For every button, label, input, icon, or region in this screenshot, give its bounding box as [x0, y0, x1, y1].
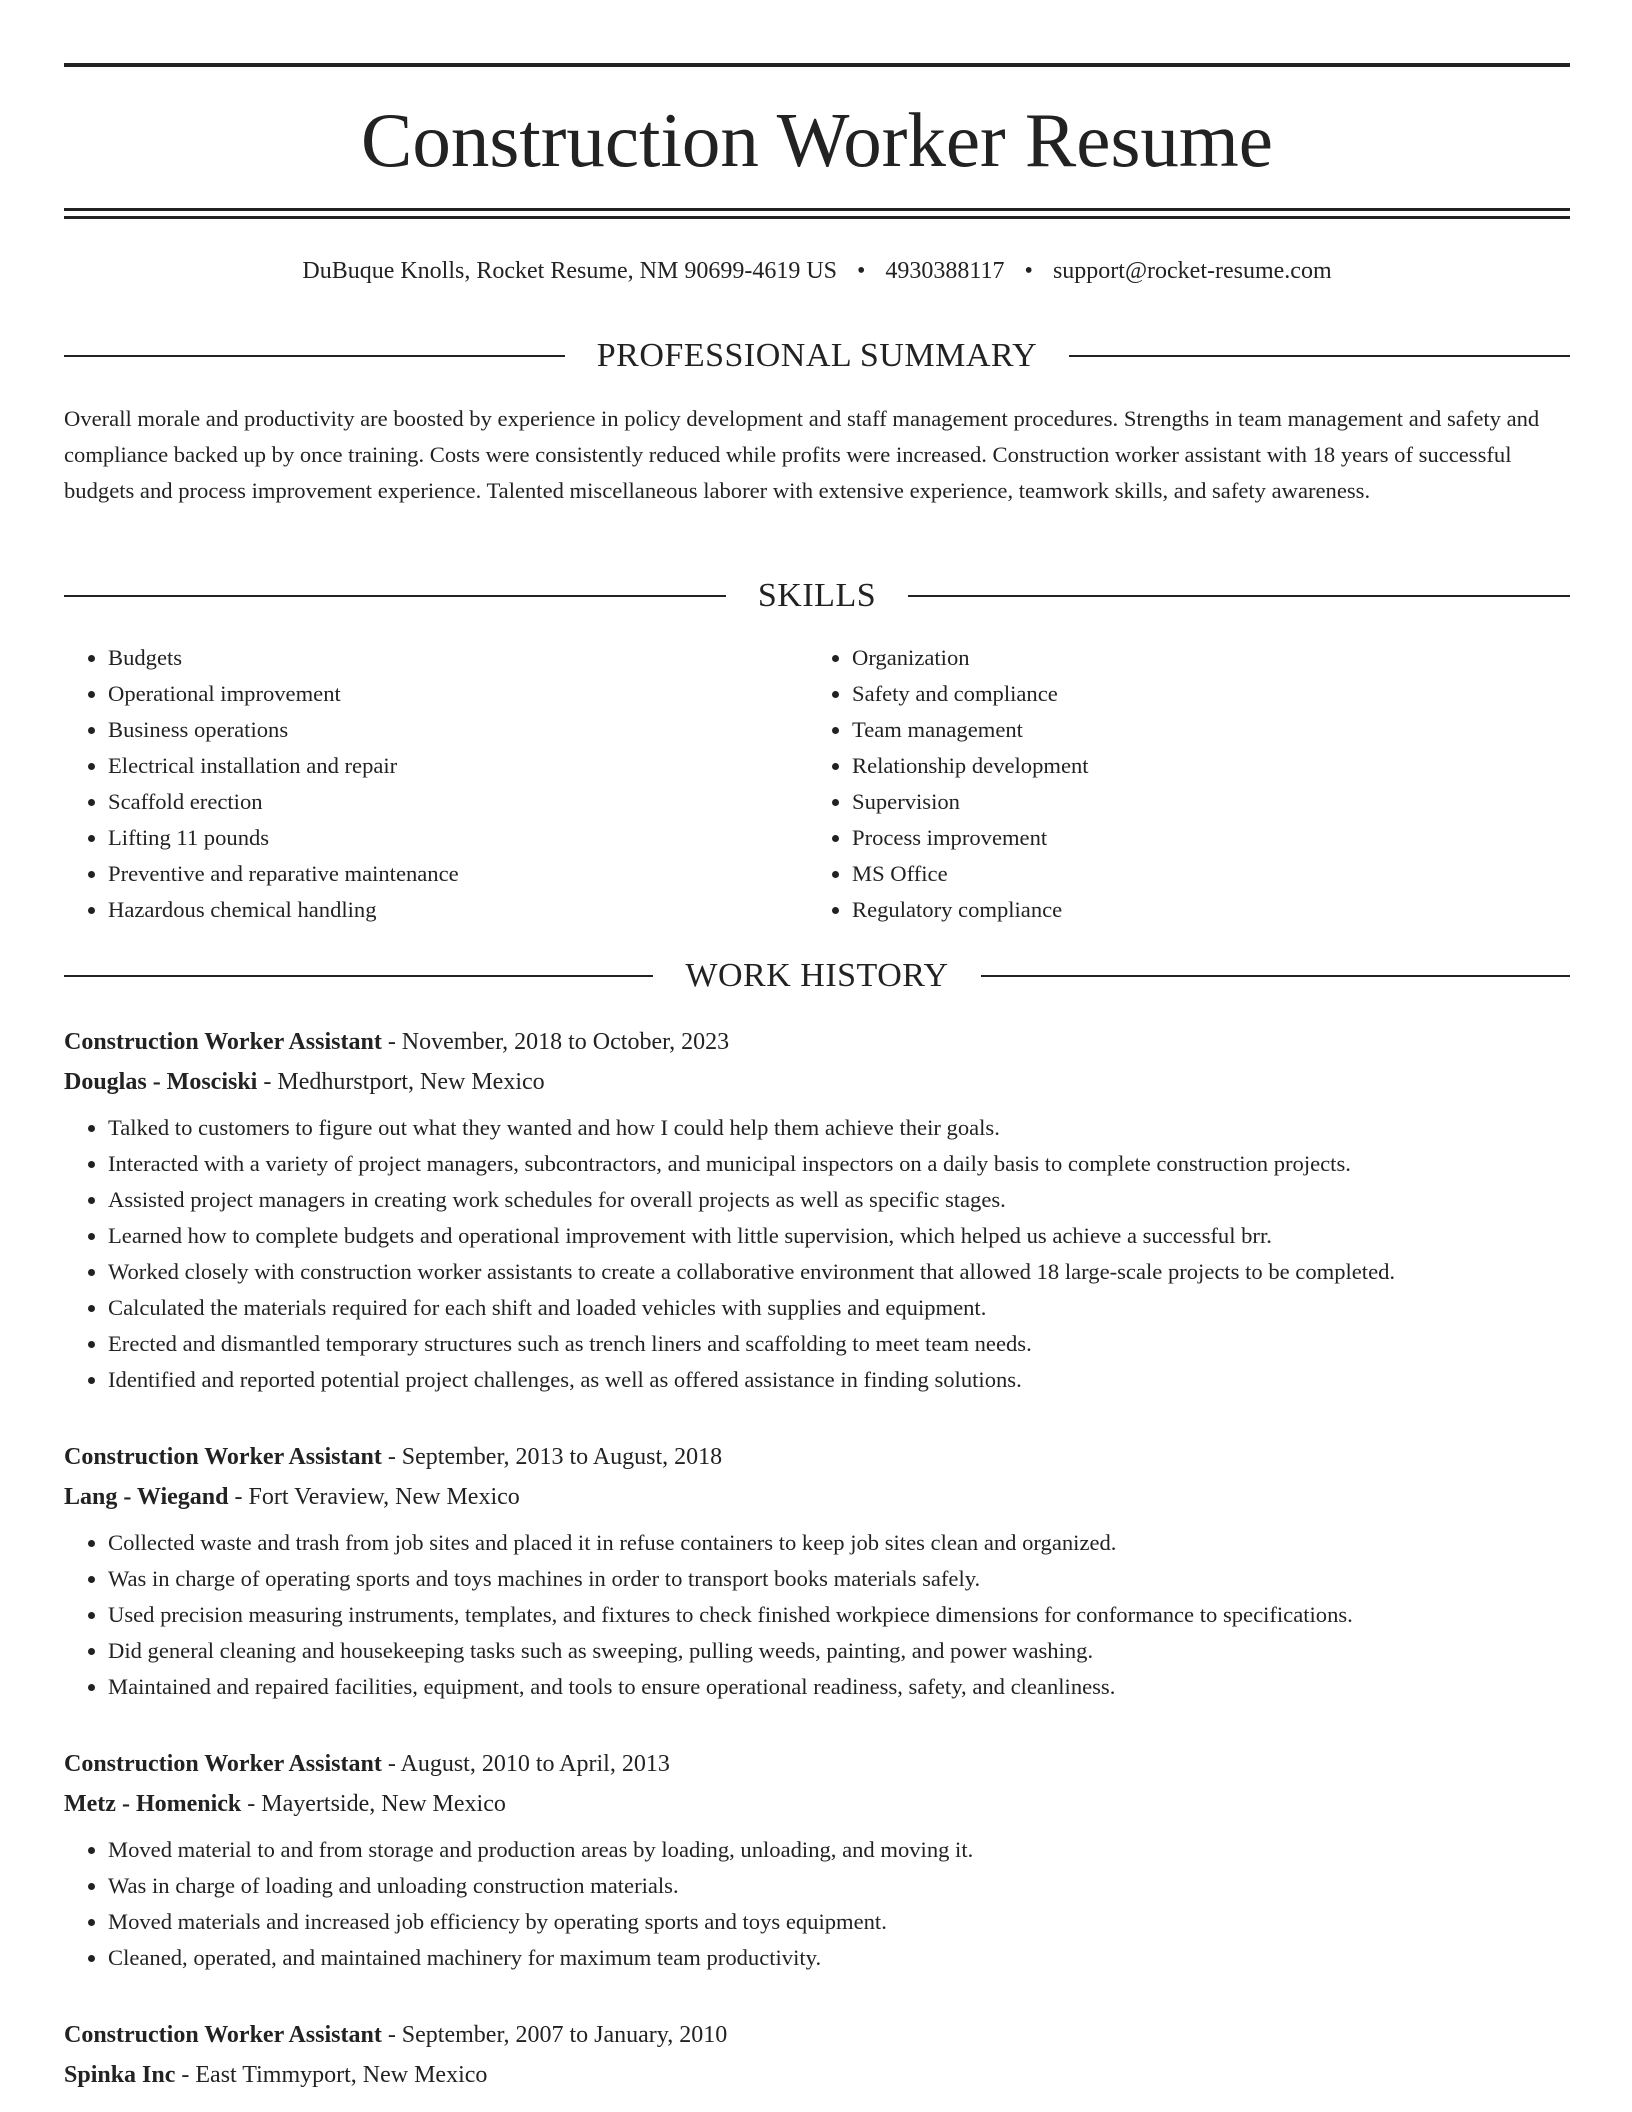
title-underline-2 — [64, 216, 1570, 219]
job-company: Metz - Homenick — [64, 1791, 242, 1817]
skill-item: • Relationship development — [852, 748, 1512, 784]
heading-rule-left — [64, 355, 565, 357]
work-history-heading — [64, 956, 1570, 996]
duty-item: • Was in charge of operating sports and toys machines in order to transport books materials safely. — [108, 1561, 1570, 1597]
heading-rule-right — [1069, 355, 1570, 357]
duty-item: • Calculated the materials required for each shift and loaded vehicles with supplies and equipment. — [108, 1290, 1570, 1326]
job-duties — [64, 1525, 1570, 1705]
skills-heading — [64, 576, 1570, 616]
job-location: - Fort Veraview, New Mexico — [228, 1484, 520, 1510]
job-title: Construction Worker Assistant — [64, 1751, 382, 1777]
job-dates: - August, 2010 to April, 2013 — [381, 1751, 670, 1777]
job-company-line — [64, 1784, 1570, 1824]
duty-item: • Learned how to complete budgets and operational improvement with little supervision, which helped us achieve a successful brr. — [108, 1218, 1570, 1254]
contact-phone: 4930388117 — [885, 258, 1005, 284]
job-title: Construction Worker Assistant — [64, 1029, 382, 1055]
skill-item: • Safety and compliance — [852, 676, 1512, 712]
title-underline-1 — [64, 208, 1570, 211]
duty-item: • Moved materials and increased job efficiency by operating sports and toys equipment. — [108, 1904, 1570, 1940]
job-title-line — [64, 1744, 1570, 1784]
duty-item: • Interacted with a variety of project managers, subcontractors, and municipal inspectors on a daily basis to complete construction projects. — [108, 1146, 1570, 1182]
duty-item: • Cleaned, operated, and maintained machinery for maximum team productivity. — [108, 1940, 1570, 1976]
job-entry — [64, 1022, 1570, 1398]
top-rule — [64, 63, 1570, 67]
job-duties — [64, 1110, 1570, 1398]
duty-item: • Used precision measuring instruments, templates, and fixtures to check finished workpiece dimensions for conformance to specifications. — [108, 1597, 1570, 1633]
job-company-line — [64, 1062, 1570, 1102]
skill-item: • Scaffold erection — [108, 784, 808, 820]
skills-column-left — [64, 640, 808, 928]
skill-item: • Preventive and reparative maintenance — [108, 856, 808, 892]
job-title: Construction Worker Assistant — [64, 1444, 382, 1470]
job-dates: - November, 2018 to October, 2023 — [381, 1029, 730, 1055]
job-title-line — [64, 2015, 1570, 2055]
skill-item: • Hazardous chemical handling — [108, 892, 808, 928]
duty-item: • Did general cleaning and housekeeping tasks such as sweeping, pulling weeds, painting, and power washing. — [108, 1633, 1570, 1669]
heading-rule-left — [64, 975, 653, 977]
skill-item: • Process improvement — [852, 820, 1512, 856]
contact-address: DuBuque Knolls, Rocket Resume, NM 90699-4619 US — [302, 258, 838, 284]
job-entry — [64, 1437, 1570, 1705]
skill-item: • Team management — [852, 712, 1512, 748]
duty-item: • Maintained and repaired facilities, equipment, and tools to ensure operational readiness, safety, and cleanliness. — [108, 1669, 1570, 1705]
job-location: - East Timmyport, New Mexico — [175, 2062, 488, 2088]
contact-separator: • — [857, 258, 866, 284]
job-location: - Mayertside, New Mexico — [241, 1791, 506, 1817]
duty-item: • Erected and dismantled temporary structures such as trench liners and scaffolding to meet team needs. — [108, 1326, 1570, 1362]
skill-item: • MS Office — [852, 856, 1512, 892]
skill-item: • Budgets — [108, 640, 808, 676]
job-duties — [64, 1832, 1570, 1976]
duty-item: • Collected waste and trash from job sites and placed it in refuse containers to keep job sites clean and organized. — [108, 1525, 1570, 1561]
summary-text: Overall morale and productivity are boosted by experience in policy development and staff management procedures. Strengths in team management and safety and compliance backed up by once training. Costs were consistently reduced while profits were increased. Construction worker assistant with 18 years of successful budgets and process improvement experience. Talented miscellaneous laborer with extensive experience, teamwork skills, and safety awareness. — [64, 406, 1540, 503]
job-title-line — [64, 1437, 1570, 1477]
skill-item: • Lifting 11 pounds — [108, 820, 808, 856]
duty-item: • Talked to customers to figure out what they wanted and how I could help them achieve their goals. — [108, 1110, 1570, 1146]
heading-rule-left — [64, 595, 726, 597]
skill-item: • Electrical installation and repair — [108, 748, 808, 784]
duty-item: • Identified and reported potential project challenges, as well as offered assistance in finding solutions. — [108, 1362, 1570, 1398]
job-entry — [64, 1744, 1570, 1976]
contact-line — [64, 255, 1570, 287]
job-entry — [64, 2015, 1570, 2095]
contact-email: support@rocket-resume.com — [1052, 258, 1332, 284]
heading-rule-right — [981, 975, 1570, 977]
section-title: SKILLS — [757, 577, 877, 614]
duty-item: • Was in charge of loading and unloading construction materials. — [108, 1868, 1570, 1904]
skills-list — [64, 640, 1570, 928]
page-title: Construction Worker Resume — [361, 97, 1273, 183]
skill-item: • Supervision — [852, 784, 1512, 820]
job-dates: - September, 2007 to January, 2010 — [381, 2022, 728, 2048]
heading-rule-right — [908, 595, 1570, 597]
skills-column-right — [808, 640, 1512, 928]
skill-item: • Regulatory compliance — [852, 892, 1512, 928]
job-company: Douglas - Mosciski — [64, 1069, 258, 1095]
job-title: Construction Worker Assistant — [64, 2022, 382, 2048]
duty-item: • Moved material to and from storage and production areas by loading, unloading, and moving it. — [108, 1832, 1570, 1868]
skill-item: • Business operations — [108, 712, 808, 748]
skill-item: • Operational improvement — [108, 676, 808, 712]
job-company: Lang - Wiegand — [64, 1484, 229, 1510]
job-company-line — [64, 1477, 1570, 1517]
duty-item: • Assisted project managers in creating work schedules for overall projects as well as specific stages. — [108, 1182, 1570, 1218]
summary-heading — [64, 336, 1570, 376]
section-title: PROFESSIONAL SUMMARY — [596, 337, 1038, 374]
job-location: - Medhurstport, New Mexico — [257, 1069, 545, 1095]
section-title: WORK HISTORY — [685, 957, 949, 994]
duty-item: • Worked closely with construction worker assistants to create a collaborative environment that allowed 18 large-scale projects to be completed. — [108, 1254, 1570, 1290]
job-title-line — [64, 1022, 1570, 1062]
job-company: Spinka Inc — [64, 2062, 176, 2088]
job-company-line — [64, 2055, 1570, 2095]
skill-item: • Organization — [852, 640, 1512, 676]
contact-separator: • — [1024, 258, 1033, 284]
job-dates: - September, 2013 to August, 2018 — [381, 1444, 723, 1470]
